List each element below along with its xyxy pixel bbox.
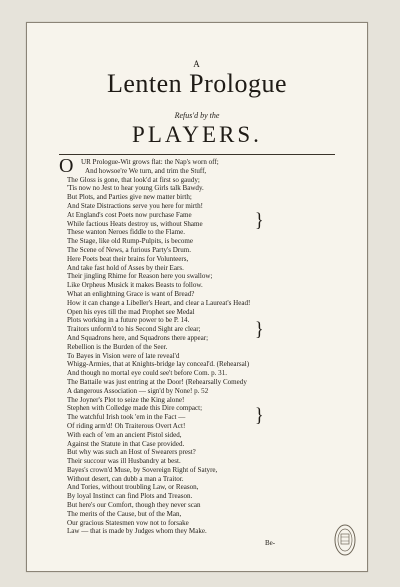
- poem-line: UR Prologue-Wit grows flat: the Nap's worn off;: [81, 158, 219, 166]
- poem-line: What an enlightning Grace is want of Bread?: [67, 289, 195, 298]
- title-rule: [59, 154, 335, 155]
- signature-mark: A: [193, 59, 201, 69]
- poem-line: The Joyner's Plot to seize the King alone!: [67, 395, 185, 404]
- poem-line: And howsoe're We turn, and trim the Stuff,: [85, 166, 207, 175]
- subtitle-refused: Refus'd by the: [174, 111, 220, 120]
- poem-line: Plots working in a future power to be P. 14.: [67, 316, 190, 325]
- poem-line: By loyal Instinct can find Plots and Treason.: [67, 492, 193, 501]
- poem-line: How it can change a Libeller's Heart, and clear a Laureat's Head!: [67, 298, 251, 307]
- brace-mark: }: [255, 403, 264, 426]
- poem-line: Open his eyes till the mad Prophet see Medal: [67, 307, 195, 316]
- poem-line: Whigg-Armies, that at Knights-bridge lay conceal'd. (Rehearsal): [67, 360, 250, 369]
- poem-line: These wanton Neroes fiddle to the Flame.: [67, 228, 186, 237]
- poem-line: But here's our Comfort, though they never scan: [67, 501, 201, 510]
- poem-line: Bayes's crown'd Muse, by Sovereign Right of Satyre,: [67, 465, 218, 474]
- poem-line: Traitors unform'd to his Second Sight are clear;: [67, 325, 201, 334]
- catchword: Be-: [265, 539, 276, 547]
- poem-line: At England's cost Poets now purchase Fame: [67, 210, 192, 219]
- poem-line: And Squadrons here, and Squadrons there appear;: [67, 333, 209, 342]
- poem-line: Here Poets beat their brains for Volunteers,: [67, 254, 189, 263]
- poem-line: And though no mortal eye could see't before Com. p. 31.: [67, 369, 227, 378]
- poem-line: And State Distractions serve you here for mirth!: [67, 201, 204, 210]
- poem-line: Law — that is made by Judges whom they Make.: [67, 527, 207, 536]
- subtitle-players: PLAYERS.: [132, 122, 262, 147]
- poem-line: Of riding arm'd! Oh Traiterous Overt Act!: [67, 421, 186, 430]
- poem-line: Their succour was ill Husbandry at best.: [67, 457, 181, 466]
- poem-line: And take fast hold of Asses by their Ears.: [67, 263, 184, 272]
- poem-line: Like Orpheus Musick it makes Beasts to follow.: [67, 281, 203, 290]
- poem-line: 'Tis now no Jest to hear young Girls talk Bawdy.: [67, 184, 204, 193]
- poem-line: To Bayes in Vision were of late reveal'd: [67, 351, 180, 360]
- poem-line: The watchful Irish took 'em in the Fact —: [67, 413, 186, 422]
- document-title: Lenten Prologue: [106, 69, 288, 98]
- poem-line: The Stage, like old Rump-Pulpits, is become: [67, 237, 194, 246]
- poem-line: Stephen with Colledge made this Dire compact;: [67, 404, 203, 413]
- poem-line: But why was such an Host of Swearers prest?: [67, 448, 196, 457]
- poem-line: The Scene of News, a furious Party's Drum.: [67, 245, 191, 254]
- poem-line: And Tories, without troubling Law, or Reason,: [67, 483, 199, 492]
- poem-line: The merits of the Cause, but of the Man,: [67, 509, 182, 518]
- brace-mark: }: [255, 318, 264, 341]
- poem-line: Rebellion is the Burden of the Seer.: [67, 342, 168, 351]
- poem-line: Our gracious Statesmen vow not to forsake: [67, 518, 189, 527]
- poem-line: But Plots, and Parties give new matter birth;: [67, 193, 192, 202]
- poem-line: Their jingling Rhime for Reason here you swallow;: [67, 272, 213, 281]
- poem-line: Without desert, can dubb a man a Traitor.: [67, 474, 184, 483]
- poem-line: A dangerous Association — sign'd by None! p. 52: [67, 386, 209, 395]
- drop-cap: O: [59, 155, 74, 177]
- poem-line: The Gloss is gone, that look'd at first so gaudy;: [67, 175, 200, 184]
- library-seal-icon: [333, 523, 357, 557]
- poem-line: With each of 'em an ancient Pistol sided,: [67, 430, 182, 439]
- poem-line: Against the Statute in that Case provided.: [67, 439, 185, 448]
- poem-text: [59, 155, 361, 536]
- brace-mark: }: [255, 209, 264, 232]
- page-sheet: [26, 22, 368, 572]
- poem-line: The Battaile was just entring at the Door! (Rehearsally Comedy: [67, 377, 247, 386]
- poem-line: While factious Heats destroy us, without Shame: [67, 219, 203, 228]
